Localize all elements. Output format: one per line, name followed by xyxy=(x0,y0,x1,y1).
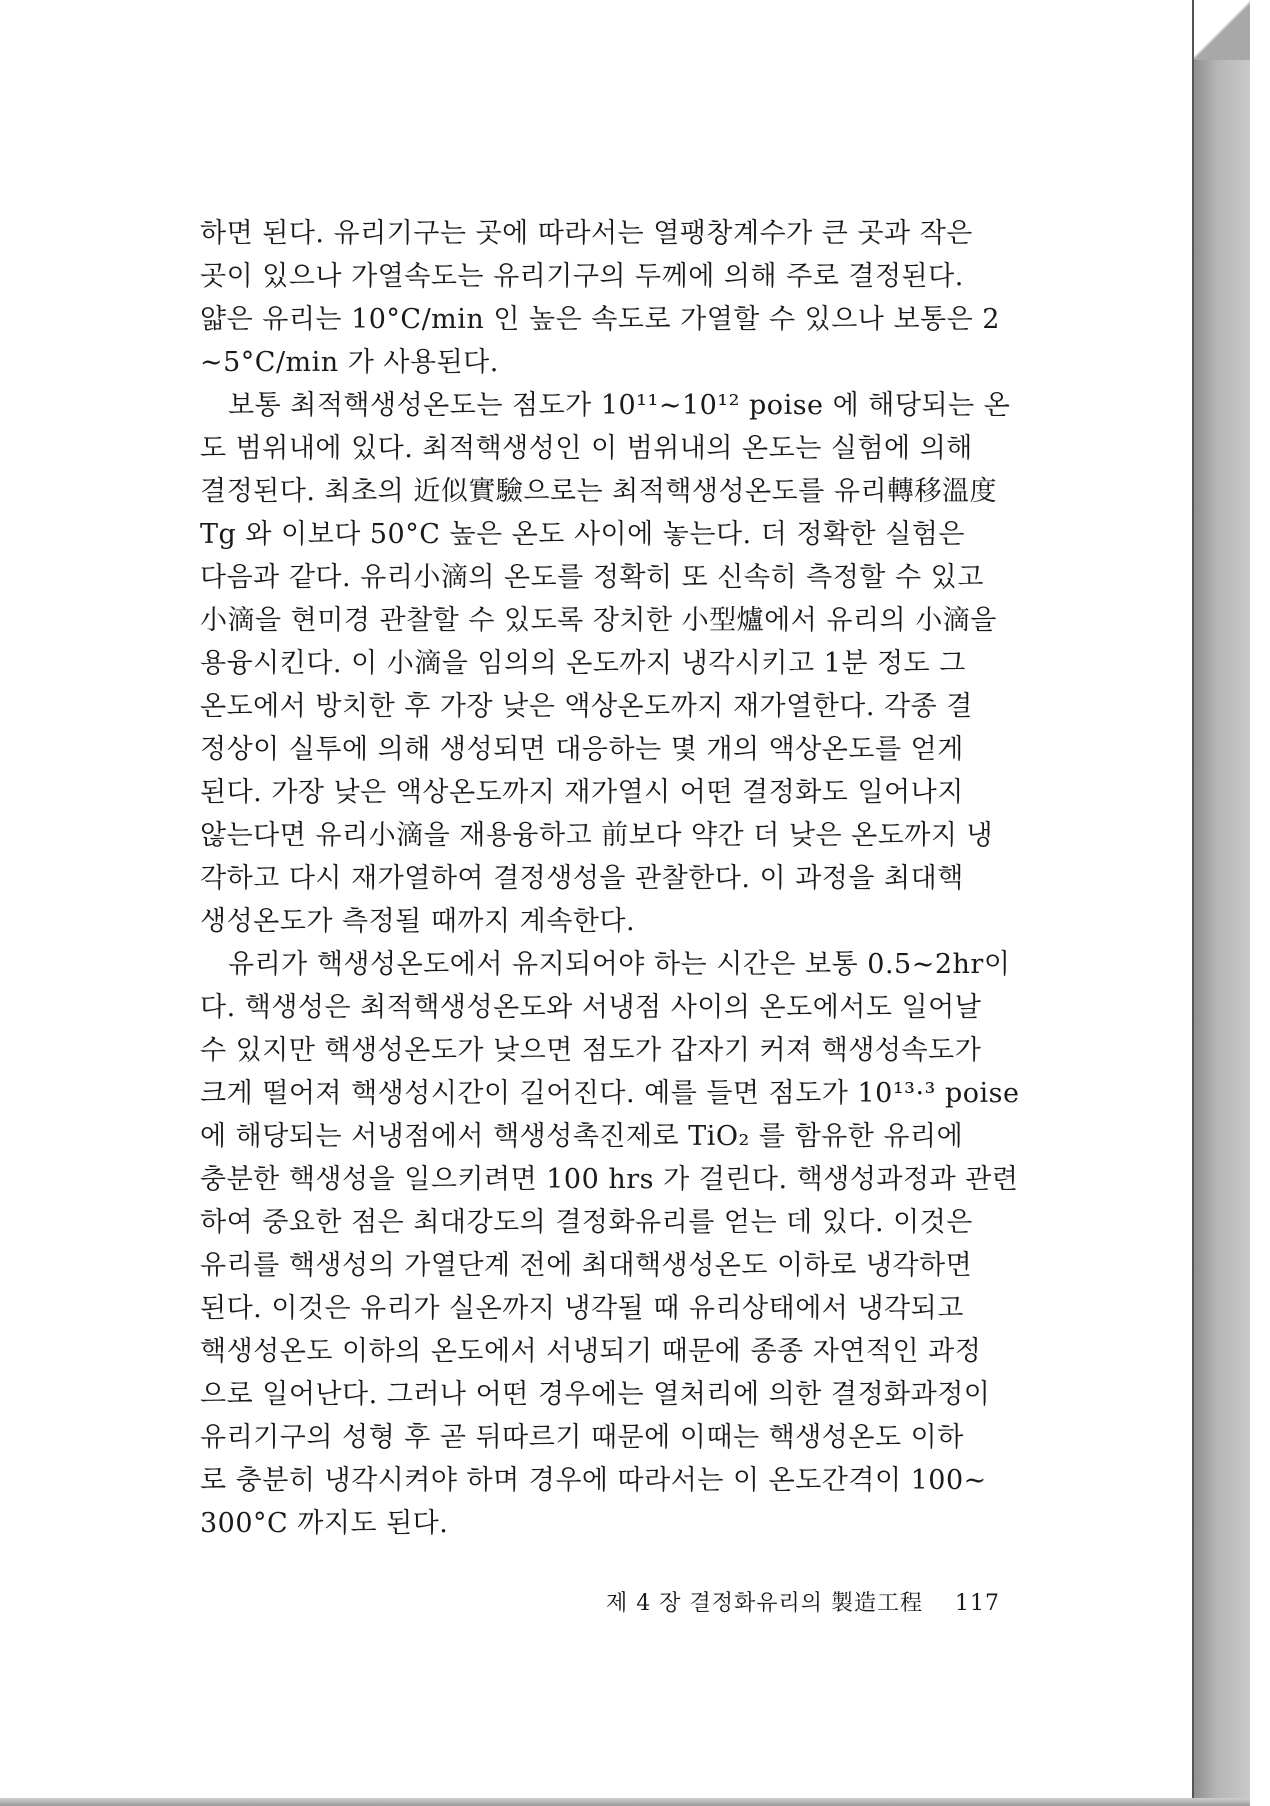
text-line: 유리가 핵생성온도에서 유지되어야 하는 시간은 보통 0.5∼2hr이 xyxy=(228,949,1011,980)
paragraph-2 xyxy=(200,384,1022,943)
page-corner-fold xyxy=(1194,0,1250,60)
text-line: 으로 일어난다. 그러나 어떤 경우에는 열처리에 의한 결정화과정이 xyxy=(200,1379,991,1410)
text-line: 다음과 같다. 유리小滴의 온도를 정확히 또 신속히 측정할 수 있고 xyxy=(200,562,984,593)
text-line: 에 해당되는 서냉점에서 핵생성촉진제로 TiO₂ 를 함유한 유리에 xyxy=(200,1121,964,1152)
text-line: 보통 최적핵생성온도는 점도가 10¹¹∼10¹² poise 에 해당되는 온 xyxy=(228,390,1011,421)
text-line: 정상이 실투에 의해 생성되면 대응하는 몇 개의 액상온도를 얻게 xyxy=(200,734,964,765)
text-line: 하여 중요한 점은 최대강도의 결정화유리를 얻는 데 있다. 이것은 xyxy=(200,1207,973,1238)
text-line: ∼5°C/min 가 사용된다. xyxy=(200,347,499,378)
text-line: 생성온도가 측정될 때까지 계속한다. xyxy=(200,906,636,937)
text-line: 도 범위내에 있다. 최적핵생성인 이 범위내의 온도는 실험에 의해 xyxy=(200,433,973,464)
paragraph-1 xyxy=(200,212,1022,384)
text-line: 小滴을 현미경 관찰할 수 있도록 장치한 小型爐에서 유리의 小滴을 xyxy=(200,605,997,636)
text-line: 크게 떨어져 핵생성시간이 길어진다. 예를 들면 점도가 10¹³·³ poise xyxy=(200,1078,1020,1109)
text-line: 된다. 가장 낮은 액상온도까지 재가열시 어떤 결정화도 일어나지 xyxy=(200,777,964,808)
text-line: 각하고 다시 재가열하여 결정생성을 관찰한다. 이 과정을 최대핵 xyxy=(200,863,964,894)
page-footer xyxy=(606,1586,1026,1617)
text-line: 로 충분히 냉각시켜야 하며 경우에 따라서는 이 온도간격이 100∼ xyxy=(200,1465,987,1496)
page-stack-edge xyxy=(1194,8,1250,1798)
text-line: 않는다면 유리小滴을 재용융하고 前보다 약간 더 낮은 온도까지 냉 xyxy=(200,820,994,851)
text-line: 충분한 핵생성을 일으키려면 100 hrs 가 걸린다. 핵생성과정과 관련 xyxy=(200,1164,1019,1195)
text-line: 결정된다. 최초의 近似實驗으로는 최적핵생성온도를 유리轉移溫度 xyxy=(200,476,998,507)
text-line: 유리기구의 성형 후 곧 뒤따르기 때문에 이때는 핵생성온도 이하 xyxy=(200,1422,964,1453)
text-line: 유리를 핵생성의 가열단계 전에 최대핵생성온도 이하로 냉각하면 xyxy=(200,1250,973,1281)
page-number: 117 xyxy=(955,1591,1000,1616)
text-line: 된다. 이것은 유리가 실온까지 냉각될 때 유리상태에서 냉각되고 xyxy=(200,1293,964,1324)
text-line: 곳이 있으나 가열속도는 유리기구의 두께에 의해 주로 결정된다. xyxy=(200,261,964,292)
body-text xyxy=(200,212,1022,1545)
running-head: 제 4 장 결정화유리의 製造工程 xyxy=(606,1591,923,1616)
page-bottom-edge xyxy=(0,1798,1250,1806)
text-line: 온도에서 방치한 후 가장 낮은 액상온도까지 재가열한다. 각종 결 xyxy=(200,691,973,722)
text-line: 300°C 까지도 된다. xyxy=(200,1508,449,1539)
paragraph-3 xyxy=(200,943,1022,1545)
text-line: 하면 된다. 유리기구는 곳에 따라서는 열팽창계수가 큰 곳과 작은 xyxy=(200,218,973,249)
text-line: 얇은 유리는 10°C/min 인 높은 속도로 가열할 수 있으나 보통은 2 xyxy=(200,304,1000,335)
text-line: Tg 와 이보다 50°C 높은 온도 사이에 놓는다. 더 정확한 실험은 xyxy=(200,519,965,550)
text-line: 핵생성온도 이하의 온도에서 서냉되기 때문에 종종 자연적인 과정 xyxy=(200,1336,982,1367)
text-line: 용융시킨다. 이 小滴을 임의의 온도까지 냉각시키고 1분 정도 그 xyxy=(200,648,966,679)
text-line: 수 있지만 핵생성온도가 낮으면 점도가 갑자기 커져 핵생성속도가 xyxy=(200,1035,982,1066)
text-line: 다. 핵생성은 최적핵생성온도와 서냉점 사이의 온도에서도 일어날 xyxy=(200,992,982,1023)
